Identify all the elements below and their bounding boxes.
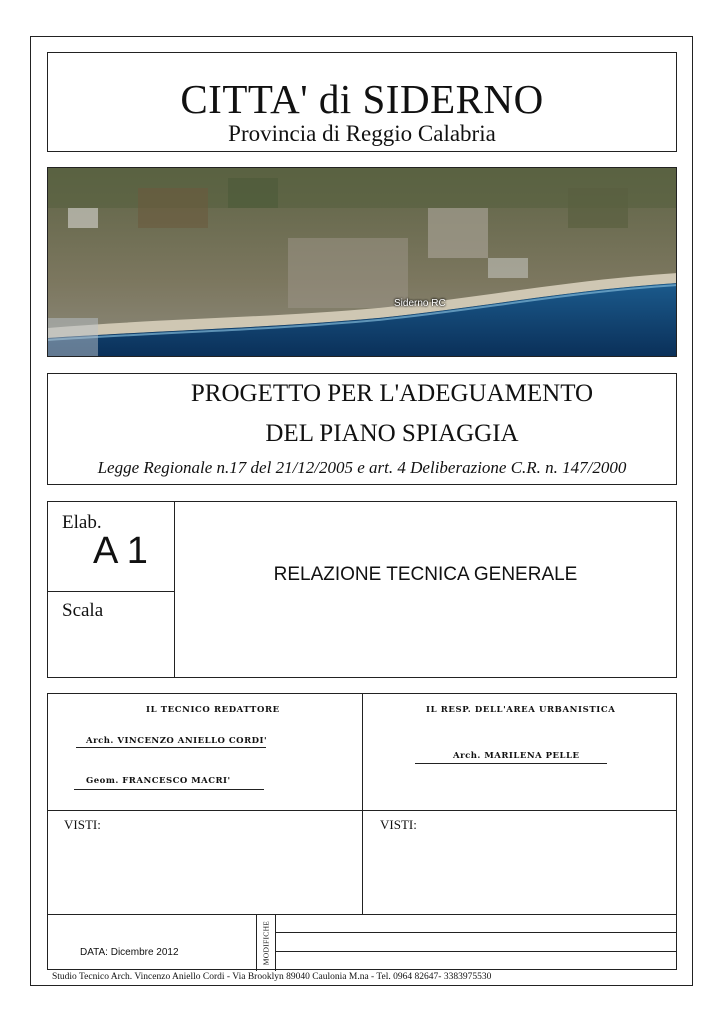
document-title: RELAZIONE TECNICA GENERALE — [273, 564, 578, 585]
footer-studio-info: Studio Tecnico Arch. Vincenzo Aniello Cordi - Via Brooklyn 89040 Caulonia M.na - Tel. 0964 82647- 3383975530 — [52, 972, 492, 982]
province-subtitle: Provincia di Reggio Calabria — [228, 121, 496, 146]
signer-name-1: Arch. VINCENZO ANIELLO CORDI' — [86, 736, 268, 746]
project-title-line2: DEL PIANO SPIAGGIA — [265, 420, 519, 447]
right-signature-heading: IL RESP. DELL'AREA URBANISTICA — [426, 705, 616, 715]
signature-line-1 — [76, 747, 266, 748]
modifiche-text: MODIFICHE — [261, 920, 271, 965]
signature-divider — [362, 694, 363, 914]
project-block — [47, 373, 677, 485]
row-divider-2 — [48, 914, 676, 915]
visti-left: VISTI: — [64, 817, 101, 832]
modifiche-label — [258, 916, 274, 969]
city-title: CITTA' di SIDERNO — [180, 76, 544, 122]
visti-right: VISTI: — [380, 817, 417, 832]
signer-name-2: Geom. FRANCESCO MACRI' — [86, 776, 231, 786]
elaborato-left-panel — [48, 502, 175, 677]
modifiche-line-right — [275, 914, 276, 971]
modifiche-row-line-2 — [275, 951, 676, 952]
elab-divider — [48, 591, 175, 592]
elab-code: A 1 — [93, 530, 148, 572]
aerial-photo-illustration — [48, 168, 677, 357]
elaborato-block — [47, 501, 677, 678]
law-reference: Legge Regionale n.17 del 21/12/2005 e art. 4 Deliberazione C.R. n. 147/2000 — [97, 458, 627, 477]
modifiche-row-line-1 — [275, 932, 676, 933]
signer-name-3: Arch. MARILENA PELLE — [453, 751, 580, 761]
aerial-photo — [47, 167, 677, 357]
signature-line-3 — [415, 763, 607, 764]
scale-label: Scala — [62, 600, 104, 621]
aerial-location-label: Siderno RC — [394, 298, 446, 309]
signature-line-2 — [74, 789, 264, 790]
row-divider-1 — [48, 810, 676, 811]
modifiche-line-left — [256, 914, 257, 971]
elab-label: Elab. — [62, 512, 102, 533]
left-signature-heading: IL TECNICO REDATTORE — [146, 705, 280, 715]
title-block — [47, 52, 677, 152]
signature-block — [47, 693, 677, 970]
document-date: DATA: Dicembre 2012 — [80, 947, 179, 958]
project-title-line1: PROGETTO PER L'ADEGUAMENTO — [190, 380, 594, 407]
